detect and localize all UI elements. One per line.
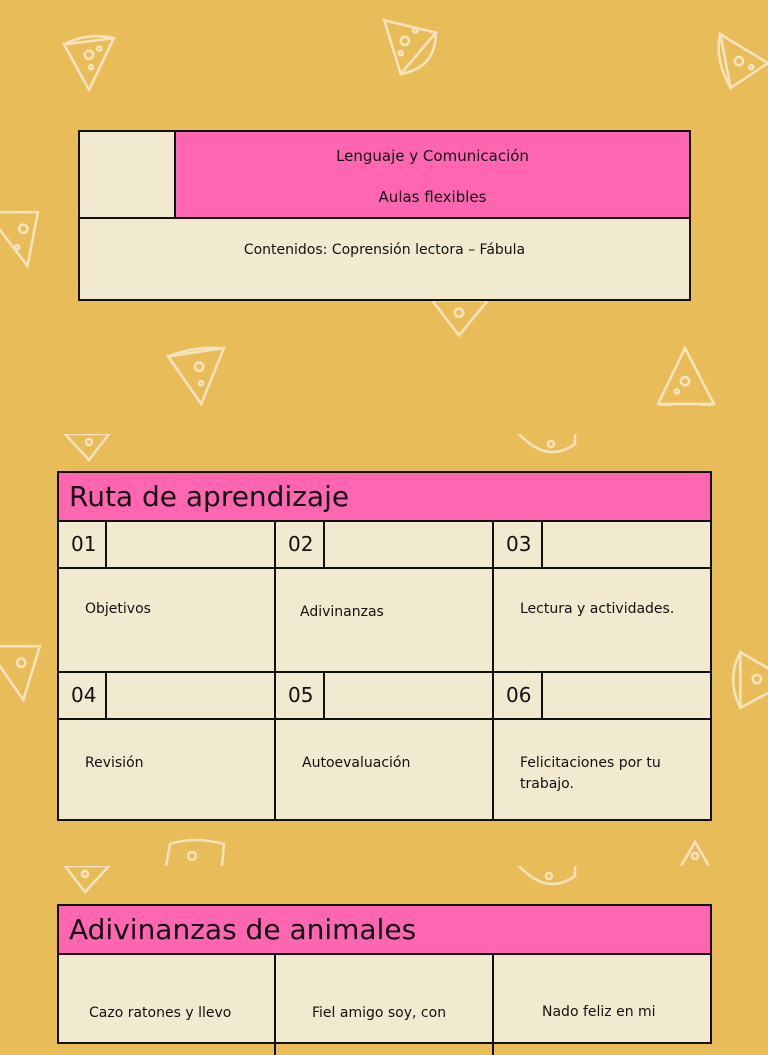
step-number: 06	[494, 673, 543, 720]
step-label: Revisión	[59, 720, 276, 819]
group-title: Aulas flexibles	[378, 188, 487, 206]
subject-title: Lenguaje y Comunicación	[336, 147, 529, 165]
step-header-blank	[107, 673, 276, 720]
step-header-blank	[543, 673, 710, 720]
route-title: Ruta de aprendizaje	[59, 473, 710, 522]
step-header-blank	[325, 673, 494, 720]
step-number: 04	[59, 673, 107, 720]
pizza-slice-icon	[654, 344, 716, 406]
step-header-blank	[325, 522, 494, 569]
step-number: 02	[276, 522, 325, 569]
pizza-slice-icon	[378, 14, 440, 76]
pizza-slice-icon	[164, 838, 226, 866]
header-title-band	[176, 132, 689, 219]
pizza-slice-icon	[0, 640, 44, 702]
pizza-slice-icon	[676, 838, 738, 866]
pizza-slice-icon	[730, 648, 768, 710]
step-label: Lectura y actividades.	[494, 569, 710, 673]
riddles-table	[57, 904, 712, 1044]
riddle-text: Nado feliz en mi	[542, 1004, 656, 1020]
pizza-slice-icon	[58, 866, 120, 894]
pizza-slice-icon	[58, 30, 120, 92]
step-number: 05	[276, 673, 325, 720]
step-number: 03	[494, 522, 543, 569]
riddle-text: Cazo ratones y llevo	[59, 955, 276, 1055]
pizza-slice-icon	[710, 28, 768, 90]
step-header-blank	[107, 522, 276, 569]
step-label: Objetivos	[59, 569, 276, 673]
riddle-text: Fiel amigo soy, con	[276, 955, 494, 1055]
pizza-slice-icon	[516, 866, 578, 894]
step-number: 01	[59, 522, 107, 569]
step-label: Autoevaluación	[276, 720, 494, 819]
contents-text: Contenidos: Coprensión lectora – Fábula	[243, 242, 526, 258]
pizza-slice-icon	[0, 206, 42, 268]
step-header-blank	[543, 522, 710, 569]
pizza-slice-icon	[58, 434, 120, 462]
learning-route-table	[57, 471, 712, 821]
riddles-title: Adivinanzas de animales	[59, 906, 710, 955]
pizza-slice-icon	[164, 344, 226, 406]
step-label: Felicitaciones por tu trabajo.	[520, 755, 661, 792]
header-card	[78, 130, 691, 301]
header-square	[80, 132, 176, 219]
pizza-slice-icon	[516, 434, 578, 462]
step-label: Adivinanzas	[276, 569, 494, 673]
